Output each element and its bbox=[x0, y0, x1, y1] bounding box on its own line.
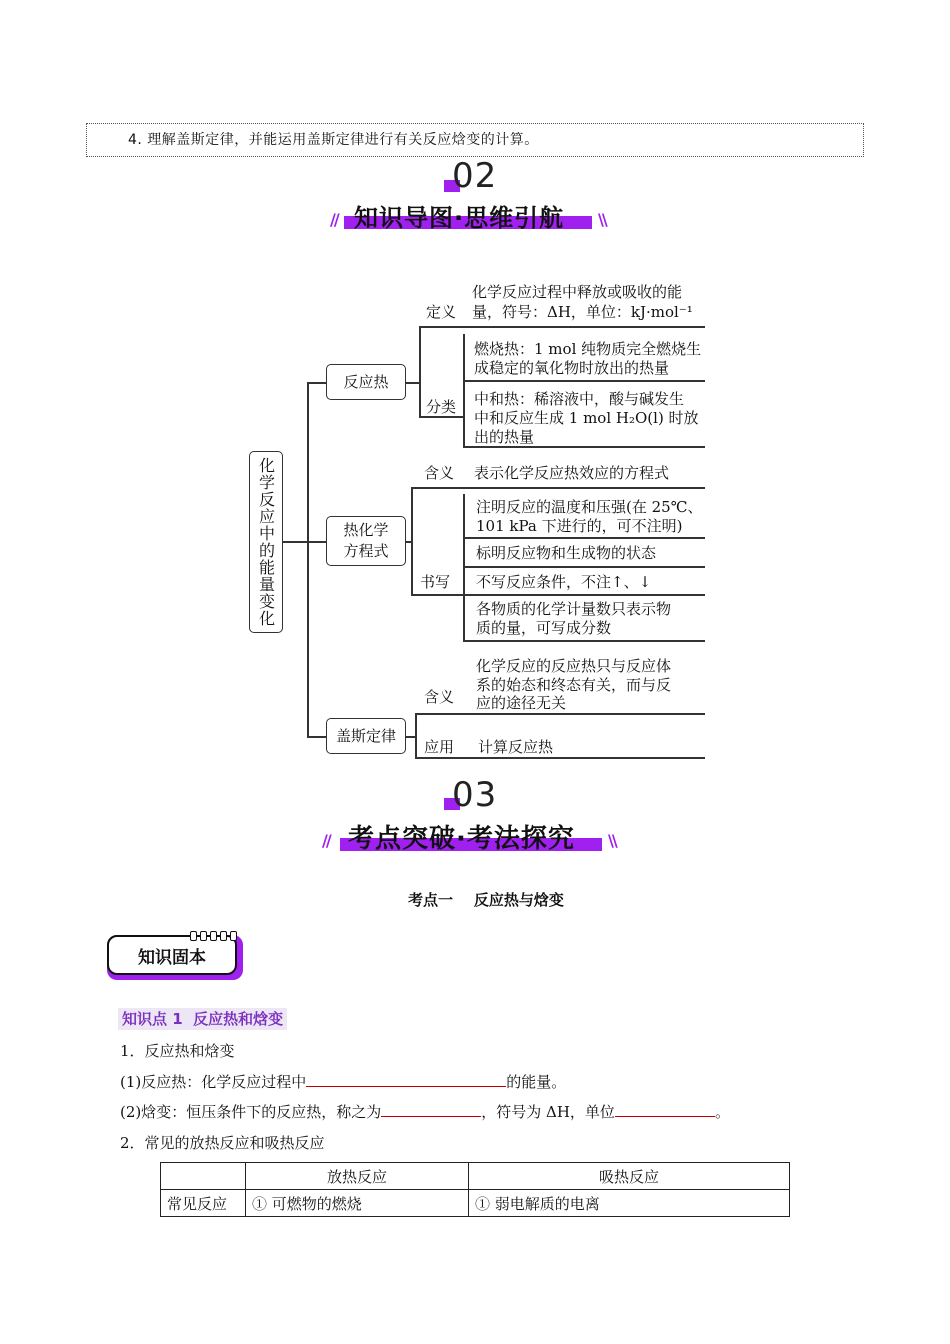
branch-label: 热化学 bbox=[343, 521, 389, 539]
table-header-cell: 放热反应 bbox=[246, 1163, 469, 1190]
connector bbox=[411, 487, 705, 489]
mindmap-root-label: 化学反应中的能量变化 bbox=[256, 457, 276, 627]
connector bbox=[419, 326, 705, 328]
connector bbox=[463, 640, 705, 642]
classification-line: 燃烧热：1 mol 纯物质完全燃烧生 bbox=[474, 340, 702, 358]
connector bbox=[419, 326, 421, 416]
answer-blank[interactable] bbox=[381, 1102, 481, 1117]
exam-point-title: 考点一 反应热与焓变 bbox=[408, 891, 564, 909]
connector bbox=[415, 757, 705, 759]
connector bbox=[411, 487, 413, 594]
connector bbox=[411, 594, 463, 596]
left-slash-decoration: // bbox=[322, 831, 330, 850]
application-line: 计算反应热 bbox=[478, 738, 554, 756]
connector bbox=[307, 541, 327, 543]
table-cell: 常见反应 bbox=[161, 1190, 246, 1217]
meaning-line: 表示化学反应热效应的方程式 bbox=[474, 464, 670, 482]
key-meaning: 含义 bbox=[424, 688, 455, 706]
branch-thermochemical-equation bbox=[326, 516, 406, 566]
writing-line: 标明反应物和生成物的状态 bbox=[476, 544, 657, 562]
branch-hess-law bbox=[326, 718, 406, 754]
definition-line: 量，符号：ΔH，单位：kJ·mol⁻¹ bbox=[472, 303, 693, 321]
classification-line: 出的热量 bbox=[474, 428, 535, 446]
definition-line: 化学反应过程中释放或吸收的能 bbox=[472, 283, 683, 301]
connector bbox=[463, 334, 465, 446]
section-title: 知识导图·思维引航 bbox=[354, 204, 565, 232]
text: 的能量。 bbox=[506, 1073, 567, 1091]
binder-ring bbox=[220, 931, 227, 941]
connector bbox=[307, 736, 327, 738]
binder-ring bbox=[200, 931, 207, 941]
connector bbox=[307, 382, 327, 384]
left-slash-decoration: // bbox=[330, 210, 338, 229]
reaction-table bbox=[160, 1162, 790, 1217]
connector bbox=[463, 566, 705, 568]
branch-reaction-heat bbox=[326, 364, 406, 400]
key-definition: 定义 bbox=[426, 303, 457, 321]
writing-line: 质的量，可写成分数 bbox=[476, 619, 612, 637]
answer-blank[interactable] bbox=[615, 1102, 715, 1117]
connector bbox=[415, 713, 417, 757]
connector bbox=[415, 713, 705, 715]
hess-meaning-line: 化学反应的反应热只与反应体 bbox=[476, 657, 672, 675]
right-slash-decoration: \\ bbox=[598, 210, 606, 229]
section-number: 02 bbox=[452, 156, 498, 196]
connector bbox=[283, 541, 307, 543]
fill-line-2 bbox=[120, 1102, 730, 1122]
writing-line: 不写反应条件，不注↑、↓ bbox=[476, 573, 652, 591]
section-number: 03 bbox=[452, 775, 498, 815]
hess-meaning-line: 应的途径无关 bbox=[476, 694, 567, 712]
connector bbox=[406, 382, 420, 384]
branch-label: 方程式 bbox=[343, 542, 389, 560]
answer-blank[interactable] bbox=[306, 1072, 506, 1087]
hess-meaning-line: 系的始态和终态有关，而与反 bbox=[476, 676, 672, 694]
branch-label: 盖斯定律 bbox=[335, 726, 396, 745]
table-cell: ① 弱电解质的电离 bbox=[469, 1190, 790, 1217]
knowledge-point-label: 知识点 1 反应热和焓变 bbox=[118, 1008, 287, 1030]
text: (1)反应热：化学反应过程中 bbox=[120, 1073, 307, 1091]
text: 。 bbox=[714, 1103, 730, 1121]
text: (2)焓变：恒压条件下的反应热，称之为 bbox=[120, 1103, 382, 1121]
knowledge-badge bbox=[107, 935, 237, 975]
key-classification: 分类 bbox=[426, 398, 457, 416]
connector bbox=[463, 594, 705, 596]
connector bbox=[307, 382, 309, 736]
text: ，符号为 ΔH，单位 bbox=[481, 1103, 615, 1121]
classification-line: 中和反应生成 1 mol H₂O(l) 时放 bbox=[474, 409, 699, 427]
table-header-cell: 吸热反应 bbox=[469, 1163, 790, 1190]
classification-line: 中和热：稀溶液中，酸与碱发生 bbox=[474, 390, 685, 408]
objective-text: 4. 理解盖斯定律，并能运用盖斯定律进行有关反应焓变的计算。 bbox=[128, 132, 539, 148]
badge-label: 知识固本 bbox=[138, 947, 206, 968]
writing-line: 注明反应的温度和压强(在 25℃、 bbox=[476, 498, 703, 516]
binder-ring bbox=[230, 931, 237, 941]
connector bbox=[463, 380, 705, 382]
binder-ring bbox=[190, 931, 197, 941]
heading-line: 1．反应热和焓变 bbox=[120, 1042, 235, 1060]
fill-line-1 bbox=[120, 1072, 566, 1092]
writing-line: 各物质的化学计量数只表示物 bbox=[476, 600, 672, 618]
table-row bbox=[161, 1190, 790, 1217]
section-title: 考点突破·考法探究 bbox=[348, 824, 575, 854]
classification-line: 成稳定的氧化物时放出的热量 bbox=[474, 359, 670, 377]
key-writing: 书写 bbox=[420, 573, 451, 591]
binder-ring bbox=[210, 931, 217, 941]
key-application: 应用 bbox=[424, 738, 455, 756]
mindmap-root bbox=[249, 451, 283, 633]
heading-line: 2．常见的放热反应和吸热反应 bbox=[120, 1134, 325, 1152]
branch-label: 反应热 bbox=[343, 372, 389, 391]
connector bbox=[463, 537, 705, 539]
table-header-row bbox=[161, 1163, 790, 1190]
right-slash-decoration: \\ bbox=[608, 831, 616, 850]
key-meaning: 含义 bbox=[424, 464, 455, 482]
table-header-cell bbox=[161, 1163, 246, 1190]
writing-line: 101 kPa 下进行的，可不注明) bbox=[476, 517, 683, 535]
table-cell: ① 可燃物的燃烧 bbox=[246, 1190, 469, 1217]
